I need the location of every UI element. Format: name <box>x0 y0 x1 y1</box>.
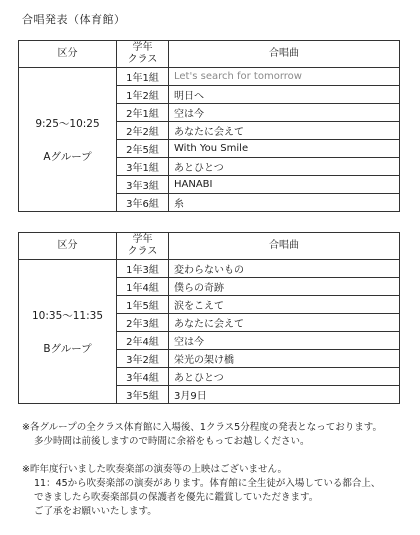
class-cell: 2年4組 <box>117 332 169 350</box>
table-row <box>19 260 400 278</box>
class-cell: 2年2組 <box>117 122 169 140</box>
note-line: ご了承をお願いいたします。 <box>34 506 157 517</box>
song-cell: 3月9日 <box>169 386 400 404</box>
note-line: ※昨年度行いました吹奏楽部の演奏等の上映はございません。 <box>22 464 288 475</box>
class-cell: 1年2組 <box>117 86 169 104</box>
song-cell: あとひとつ <box>169 158 400 176</box>
class-cell: 3年3組 <box>117 176 169 194</box>
song-cell: あなたに会えて <box>169 314 400 332</box>
song-cell: HANABI <box>169 176 400 194</box>
header-class-line2: クラス <box>127 54 158 65</box>
song-cell: 明日へ <box>169 86 400 104</box>
header-song: 合唱曲 <box>169 233 400 260</box>
table-row <box>19 68 400 86</box>
note-line: ※各グループの全クラス体育館に入場後、1クラス5分程度の発表となっております。 <box>22 422 382 433</box>
note-line: できましたら吹奏楽部員の保護者を優先に鑑賞していただきます。 <box>34 492 319 503</box>
song-cell: 涙をこえて <box>169 296 400 314</box>
class-cell: 1年5組 <box>117 296 169 314</box>
group-b-cell <box>19 260 117 404</box>
header-song: 合唱曲 <box>169 41 400 68</box>
schedule-table-group-a <box>18 40 400 212</box>
song-cell: 栄光の架け橋 <box>169 350 400 368</box>
header-class-line1: 学年 <box>132 42 153 53</box>
table-header-row <box>19 233 400 260</box>
class-cell: 3年5組 <box>117 386 169 404</box>
group-a-cell <box>19 68 117 212</box>
class-cell: 2年1組 <box>117 104 169 122</box>
class-cell: 1年1組 <box>117 68 169 86</box>
note-block-schedule <box>22 421 412 449</box>
group-a-time: 9:25～10:25 <box>35 117 100 130</box>
class-cell: 3年4組 <box>117 368 169 386</box>
song-cell: 糸 <box>169 194 400 212</box>
class-cell: 1年3組 <box>117 260 169 278</box>
class-cell: 3年1組 <box>117 158 169 176</box>
song-cell: With You Smile <box>169 140 400 158</box>
group-b-name: Bグループ <box>43 342 92 355</box>
table-header-row <box>19 41 400 68</box>
song-cell: あなたに会えて <box>169 122 400 140</box>
class-cell: 2年3組 <box>117 314 169 332</box>
song-cell: 空は今 <box>169 332 400 350</box>
song-cell: 僕らの奇跡 <box>169 278 400 296</box>
header-class-line1: 学年 <box>132 234 153 245</box>
header-class-line2: クラス <box>127 246 158 257</box>
song-cell: Let's search for tomorrow <box>169 68 400 86</box>
note-line: 11：45から吹奏楽部の演奏があります。体育館に全生徒が入場している都合上、 <box>34 478 381 489</box>
class-cell: 1年4組 <box>117 278 169 296</box>
note-line: 多少時間は前後しますので時間に余裕をもってお越しください。 <box>34 436 310 447</box>
class-cell: 3年2組 <box>117 350 169 368</box>
header-class <box>117 41 169 68</box>
class-cell: 2年5組 <box>117 140 169 158</box>
header-class <box>117 233 169 260</box>
header-group: 区分 <box>19 233 117 260</box>
group-b-time: 10:35～11:35 <box>31 309 104 322</box>
class-cell: 3年6組 <box>117 194 169 212</box>
header-group: 区分 <box>19 41 117 68</box>
song-cell: あとひとつ <box>169 368 400 386</box>
song-cell: 変わらないもの <box>169 260 400 278</box>
group-a-name: Aグループ <box>43 150 92 163</box>
song-cell: 空は今 <box>169 104 400 122</box>
page-title: 合唱発表（体育館） <box>22 13 126 26</box>
schedule-table-group-b <box>18 232 400 404</box>
note-block-band <box>22 463 412 519</box>
